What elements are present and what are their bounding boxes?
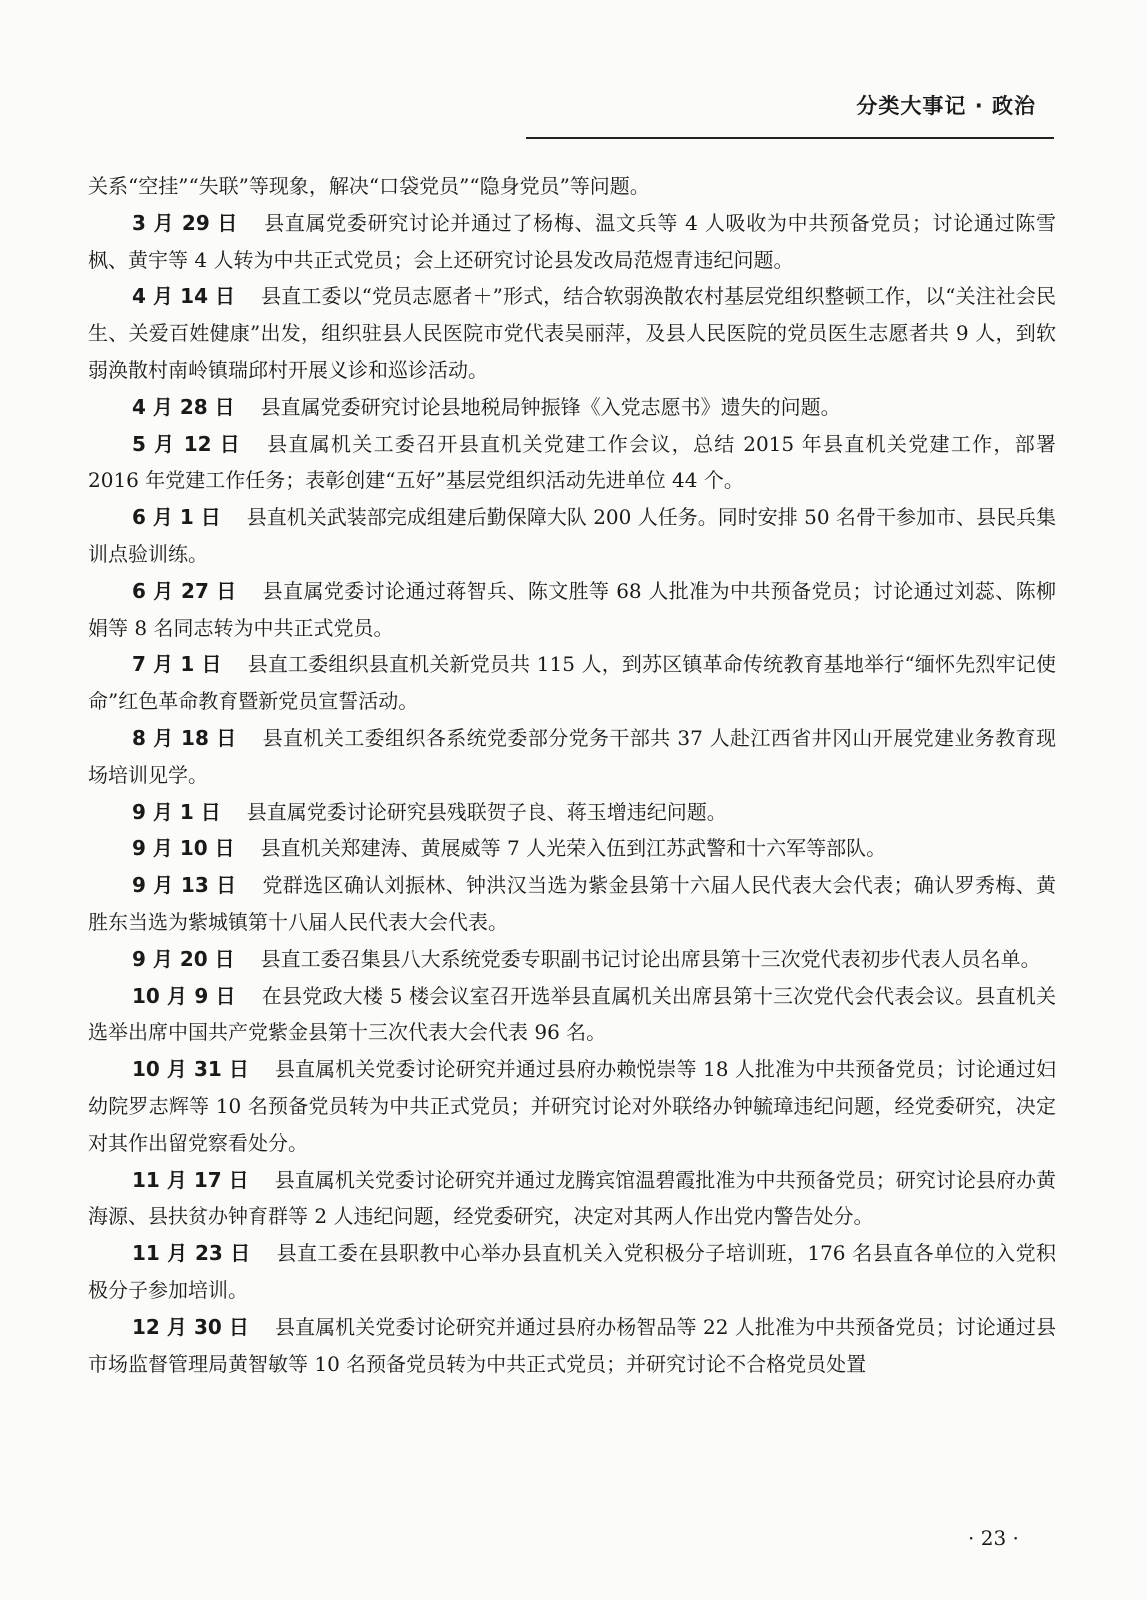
entry-date: 7 月 1 日 [132, 652, 222, 677]
entry-text: 县直属党委研究讨论县地税局钟振锋《入党志愿书》遗失的问题。 [260, 394, 841, 419]
entry [88, 1309, 1056, 1383]
entry-text: 在县党政大楼 5 楼会议室召开选举县直属机关出席县第十三次党代会代表会议。县直机关选举出席中国共产党紫金县第十三次代表大会代表 96 名。 [88, 983, 1056, 1045]
entry-date: 10 月 9 日 [132, 983, 236, 1008]
entry-text: 县直机关郑建涛、黄展威等 7 人光荣入伍到江苏武警和十六军等部队。 [260, 836, 887, 861]
entry-date: 9 月 13 日 [132, 873, 237, 898]
entry-date: 3 月 29 日 [132, 210, 239, 235]
entry-text: 县直属机关党委讨论研究并通过县府办杨智品等 22 人批准为中共预备党员；讨论通过县市场监督管理局黄智敏等 10 名预备党员转为中共正式党员；并研究讨论不合格党员处置 [88, 1314, 1056, 1376]
entry-date: 6 月 27 日 [132, 578, 237, 603]
entry [88, 794, 1056, 831]
entry-text: 县直工委以“党员志愿者＋”形式，结合软弱涣散农村基层党组织整顿工作，以“关注社会民生、关爱百姓健康”出发，组织驻县人民医院市党代表吴丽萍，及县人民医院的党员医生志愿者共 9 人，到软弱涣散村南岭镇瑞邱村开展义诊和巡诊活动。 [88, 284, 1056, 382]
entry-date: 9 月 10 日 [132, 836, 235, 861]
page-number: · 23 · [968, 1526, 1019, 1550]
entry-date: 9 月 1 日 [132, 799, 221, 824]
entry [88, 1162, 1056, 1236]
entry [88, 830, 1056, 867]
entry [88, 573, 1056, 647]
entry-text: 县直属党委研究讨论并通过了杨梅、温文兵等 4 人吸收为中共预备党员；讨论通过陈雪枫、黄宇等 4 人转为中共正式党员；会上还研究讨论县发改局范煜青违纪问题。 [88, 210, 1056, 272]
entry-text: 县直工委组织县直机关新党员共 115 人，到苏区镇革命传统教育基地举行“缅怀先烈牢记使命”红色革命教育暨新党员宣誓活动。 [88, 652, 1056, 714]
entry-date: 4 月 28 日 [132, 394, 235, 419]
header-title: 分类大事记 · 政治 [856, 94, 1036, 118]
entry-text: 县直机关武装部完成组建后勤保障大队 200 人任务。同时安排 50 名骨干参加市、县民兵集训点验训练。 [88, 505, 1056, 566]
entry-date: 5 月 12 日 [132, 431, 242, 456]
entry [88, 1051, 1056, 1161]
entry-date: 9 月 20 日 [132, 946, 235, 971]
entry-date: 4 月 14 日 [132, 284, 236, 309]
entry-date: 8 月 18 日 [132, 725, 237, 750]
entry-text: 县直属机关党委讨论研究并通过县府办赖悦崇等 18 人批准为中共预备党员；讨论通过妇幼院罗志辉等 10 名预备党员转为中共正式党员；并研究讨论对外联络办钟毓璋违纪问题，经党委研究，决定对其作出留党察看处分。 [88, 1057, 1056, 1155]
chronicle-body [88, 168, 1056, 1382]
entry-date: 11 月 17 日 [132, 1167, 249, 1192]
entry-date: 11 月 23 日 [132, 1241, 251, 1266]
entry-continued [88, 168, 1056, 205]
entry-text: 县直属机关工委召开县直机关党建工作会议，总结 2015 年县直机关党建工作，部署 2016 年党建工作任务；表彰创建“五好”基层党组织活动先进单位 44 个。 [88, 431, 1056, 493]
entry [88, 1235, 1056, 1309]
entry-text: 县直工委召集县八大系统党委专职副书记讨论出席县第十三次党代表初步代表人员名单。 [260, 946, 1041, 971]
entry-text: 县直工委在县职教中心举办县直机关入党积极分子培训班，176 名县直各单位的入党积极分子参加培训。 [88, 1241, 1057, 1302]
entry-date: 10 月 31 日 [132, 1057, 249, 1082]
entry [88, 389, 1056, 426]
entry [88, 867, 1056, 941]
entry-date: 6 月 1 日 [132, 505, 221, 530]
entry-text: 关系“空挂”“失联”等现象，解决“口袋党员”“隐身党员”等问题。 [88, 174, 650, 198]
entry-text: 党群选区确认刘振林、钟洪汉当选为紫金县第十六届人民代表大会代表；确认罗秀梅、黄胜东当选为紫城镇第十八届人民代表大会代表。 [88, 873, 1057, 934]
entry [88, 205, 1056, 279]
entry [88, 941, 1056, 978]
entry [88, 646, 1056, 720]
entry [88, 499, 1056, 573]
entry [88, 278, 1056, 388]
entry [88, 978, 1056, 1052]
header-rule [526, 137, 1054, 139]
entry-text: 县直机关工委组织各系统党委部分党务干部共 37 人赴江西省井冈山开展党建业务教育现场培训见学。 [88, 725, 1056, 787]
entry [88, 720, 1056, 794]
entry-text: 县直属党委讨论研究县残联贺子良、蒋玉增违纪问题。 [246, 799, 727, 824]
entry [88, 426, 1056, 500]
entry-text: 县直属党委讨论通过蒋智兵、陈文胜等 68 人批准为中共预备党员；讨论通过刘蕊、陈柳娟等 8 名同志转为中共正式党员。 [88, 578, 1056, 640]
entry-date: 12 月 30 日 [132, 1314, 249, 1339]
entry-text: 县直属机关党委讨论研究并通过龙腾宾馆温碧霞批准为中共预备党员；研究讨论县府办黄海源、县扶贫办钟育群等 2 人违纪问题，经党委研究，决定对其两人作出党内警告处分。 [88, 1167, 1057, 1229]
running-header [526, 84, 1054, 140]
